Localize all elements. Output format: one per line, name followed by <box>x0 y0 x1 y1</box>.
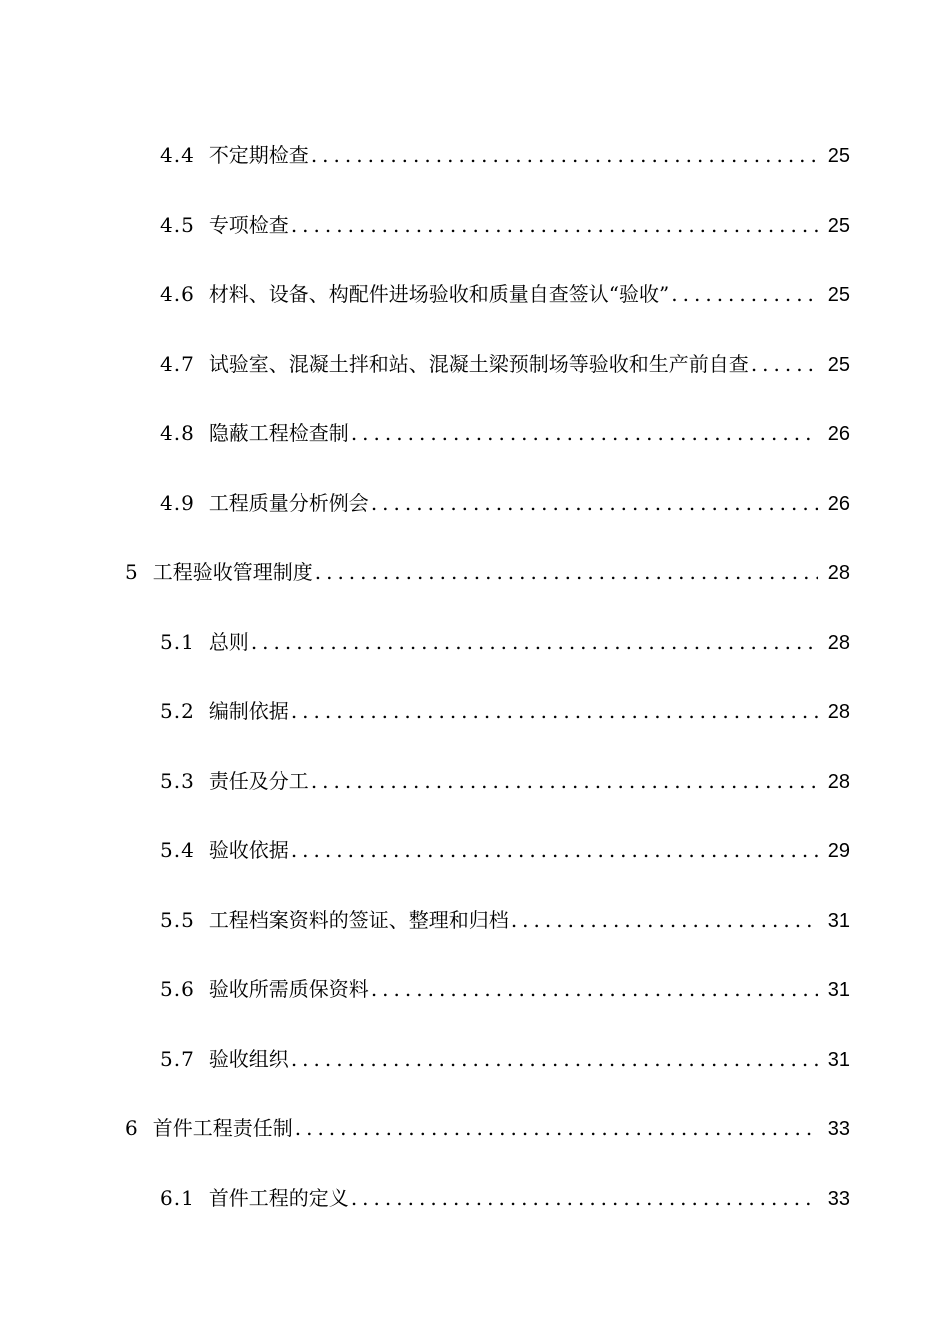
toc-number: 5.7 <box>160 1046 195 1071</box>
dot-leader <box>371 974 818 1004</box>
toc-title: 编制依据 <box>208 699 289 723</box>
toc-entry-4-8[interactable] <box>0 398 950 468</box>
toc-entry-5-2[interactable] <box>0 676 950 746</box>
toc-page-number: 29 <box>827 840 850 862</box>
toc-page-number: 31 <box>827 979 850 1001</box>
dot-leader <box>751 349 818 379</box>
toc-entry-5-7[interactable] <box>0 1024 950 1094</box>
toc-number: 4.7 <box>160 351 195 376</box>
toc-entry-5[interactable] <box>0 537 950 607</box>
toc-entry-5-3[interactable] <box>0 746 950 816</box>
toc-number: 5.6 <box>160 977 195 1001</box>
toc-number: 4.6 <box>160 282 195 306</box>
toc-title: 隐蔽工程检查制 <box>208 421 349 445</box>
dot-leader <box>291 1044 818 1074</box>
toc-number: 5.3 <box>160 768 195 793</box>
toc-title: 工程验收管理制度 <box>152 560 313 584</box>
toc-page-number: 25 <box>827 284 850 306</box>
toc-page-number: 28 <box>827 701 850 723</box>
toc-title: 材料、设备、构配件进场验收和质量自查签认“验收” <box>208 282 670 306</box>
toc-entry-4-5[interactable] <box>0 190 950 260</box>
dot-leader <box>311 766 818 796</box>
toc-number: 5.1 <box>160 629 195 654</box>
dot-leader <box>291 210 818 240</box>
toc-title: 验收依据 <box>208 838 289 862</box>
toc-number: 4.9 <box>160 490 195 515</box>
toc-title: 首件工程责任制 <box>152 1116 293 1140</box>
toc-page-number: 28 <box>827 562 850 584</box>
toc-title: 验收组织 <box>208 1046 289 1071</box>
toc-page-number: 28 <box>827 770 850 793</box>
toc-entry-4-4[interactable] <box>0 120 950 190</box>
toc-number: 5.5 <box>160 907 195 932</box>
toc-number: 6.1 <box>160 1185 195 1210</box>
toc-page-number: 25 <box>827 214 850 237</box>
toc-page-number: 25 <box>827 145 850 167</box>
dot-leader <box>291 835 818 865</box>
toc-title: 责任及分工 <box>208 768 309 793</box>
dot-leader <box>351 418 818 448</box>
toc-page-number: 33 <box>827 1187 850 1210</box>
toc-entry-6-1[interactable] <box>0 1163 950 1233</box>
dot-leader <box>291 696 818 726</box>
toc-entry-4-9[interactable] <box>0 468 950 538</box>
toc-title: 专项检查 <box>208 212 289 237</box>
dot-leader <box>351 1183 818 1213</box>
toc-page-number: 26 <box>827 423 850 445</box>
toc-number: 5.4 <box>160 838 195 862</box>
toc-title: 验收所需质保资料 <box>208 977 369 1001</box>
toc-page-number: 28 <box>827 631 850 654</box>
toc-title: 工程档案资料的签证、整理和归档 <box>208 907 509 932</box>
toc-entry-5-5[interactable] <box>0 885 950 955</box>
toc-title: 试验室、混凝土拌和站、混凝土梁预制场等验收和生产前自查 <box>208 351 749 376</box>
toc-title: 工程质量分析例会 <box>208 490 369 515</box>
toc-page-number: 26 <box>827 492 850 515</box>
dot-leader <box>511 905 818 935</box>
toc-title: 不定期检查 <box>208 143 309 167</box>
dot-leader <box>311 140 818 170</box>
toc-number: 6 <box>125 1116 139 1140</box>
toc-number: 4.5 <box>160 212 195 237</box>
toc-entry-5-1[interactable] <box>0 607 950 677</box>
dot-leader <box>295 1113 818 1143</box>
table-of-contents <box>0 120 950 1232</box>
dot-leader <box>671 279 818 309</box>
dot-leader <box>251 627 818 657</box>
toc-page-number: 33 <box>827 1118 850 1140</box>
toc-number: 4.8 <box>160 421 195 445</box>
toc-entry-4-7[interactable] <box>0 329 950 399</box>
toc-page-number: 25 <box>827 353 850 376</box>
toc-entry-5-4[interactable] <box>0 815 950 885</box>
toc-entry-4-6[interactable] <box>0 259 950 329</box>
toc-title: 总则 <box>208 629 249 654</box>
dot-leader <box>371 488 818 518</box>
toc-title: 首件工程的定义 <box>208 1185 349 1210</box>
toc-entry-5-6[interactable] <box>0 954 950 1024</box>
toc-entry-6[interactable] <box>0 1093 950 1163</box>
toc-number: 5 <box>125 560 139 584</box>
dot-leader <box>315 557 818 587</box>
toc-page-number: 31 <box>827 909 850 932</box>
toc-number: 5.2 <box>160 699 195 723</box>
toc-page-number: 31 <box>827 1048 850 1071</box>
toc-number: 4.4 <box>160 143 195 167</box>
